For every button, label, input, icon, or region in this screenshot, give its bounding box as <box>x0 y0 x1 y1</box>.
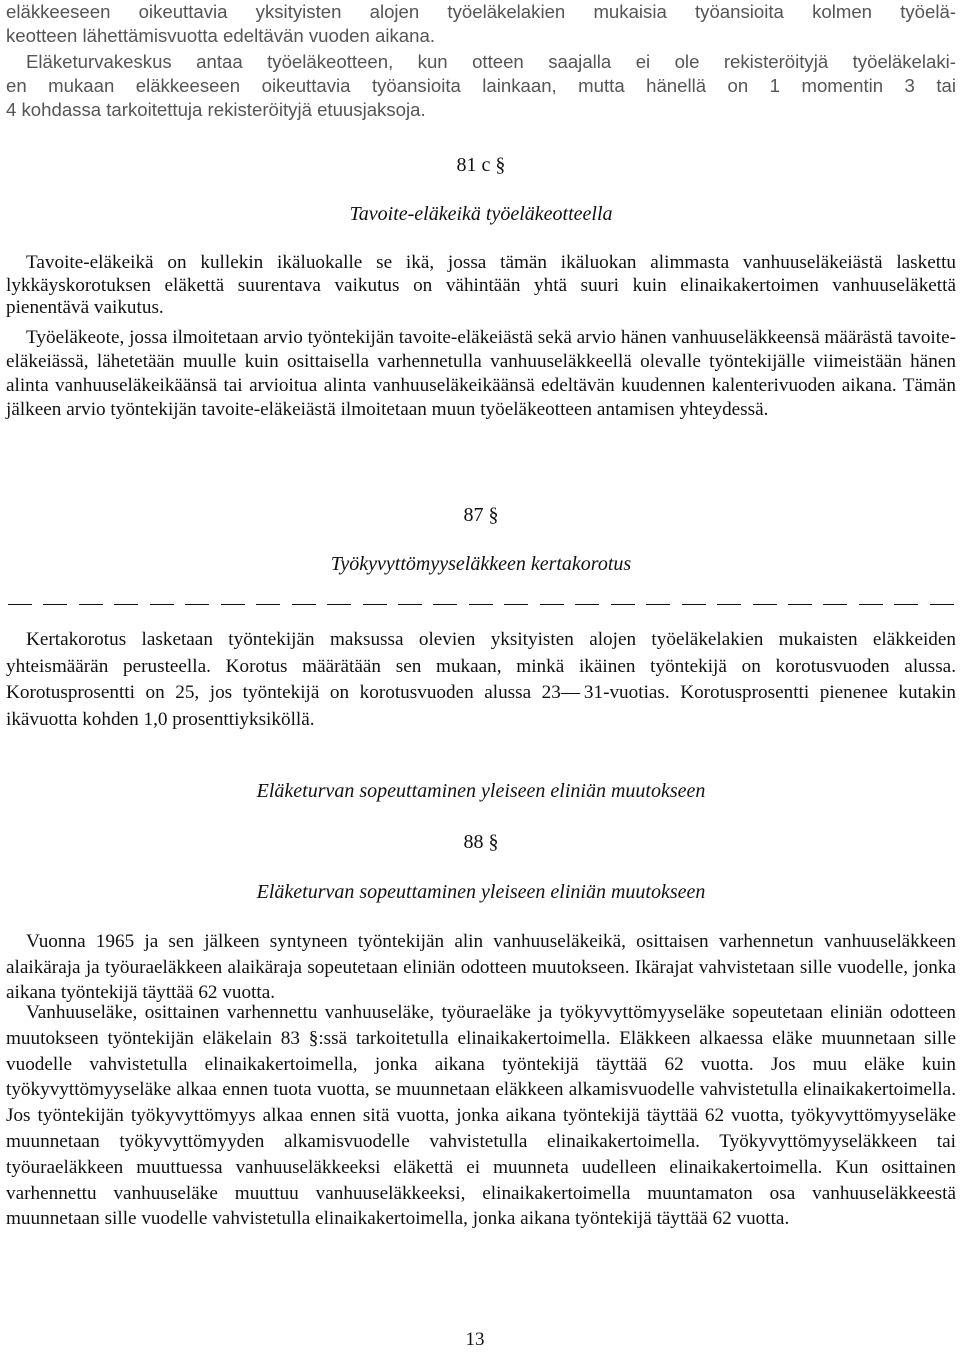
dash <box>150 604 174 605</box>
dash <box>575 604 599 605</box>
dash <box>43 604 67 605</box>
dash <box>327 604 351 605</box>
section-title: Työkyvyttömyyseläkkeen kertakorotus <box>330 553 632 575</box>
top-paragraph-2 <box>6 50 956 123</box>
dash <box>823 604 847 605</box>
chapter-heading: Eläketurvan sopeuttaminen yleiseen eliniän muutokseen <box>256 780 706 802</box>
dash <box>185 604 209 605</box>
paragraph: Tavoite-eläkeikä on kullekin ikäluokalle se ikä, jossa tämän ikäluokan alimmasta vanhuuseläkeiästä laskettu lykkäyskorotuksen eläkettä suurentava vaikutus on vähintään yhtä suuri kuin elinaikakertoimen vanhuuseläkettä pienentävä vaikutus. <box>6 252 956 319</box>
dash <box>292 604 316 605</box>
dash <box>114 604 138 605</box>
dash <box>504 604 528 605</box>
text-line: 4 kohdassa tarkoitettuja rekisteröityjä etuusjaksoja. <box>6 99 426 121</box>
dash <box>646 604 670 605</box>
dash <box>788 604 812 605</box>
paragraph: Työeläkeote, jossa ilmoitetaan arvio työntekijän tavoite-eläkeiästä sekä arvio hänen vanhuuseläkkeensä määrästä tavoite-eläkeiässä, lähetetään muulle kuin osittaisella varhennetulla vanhuuseläkkeellä olevalle työntekijälle viimeistään hänen alinta vanhuuseläkeikäänsä tai arvioitua alinta vanhuuseläkeikäänsä edeltävän kuudennen kalenterivuoden aikana. Tämän jälkeen arvio työntekijän tavoite-eläkeiästä ilmoitetaan muun työeläkeotteen antamisen yhteydessä. <box>6 327 956 420</box>
dash <box>433 604 457 605</box>
paragraph: Vuonna 1965 ja sen jälkeen syntyneen työntekijän alin vanhuuseläkeikä, osittaisen varhennetun vanhuuseläkkeen alaikäraja ja työuraeläkkeen alaikäraja sopeutetaan eliniän odotteen muutokseen. Ikärajat vahvistetaan sille vuodelle, jonka aikana työntekijä täyttää 62 vuotta. <box>6 931 956 1003</box>
text-line: eläkkeeseen oikeuttavia yksityisten alojen työeläkelakien mukaisia työansioita kolmen työelä- <box>6 1 956 22</box>
text-line: Eläketurvakeskus antaa työeläkeotteen, kun otteen saajalla ei ole rekisteröityjä työeläkelaki- <box>26 51 956 72</box>
section-number: 81 c § <box>456 154 506 176</box>
dash <box>363 604 387 605</box>
dash <box>540 604 564 605</box>
dash <box>753 604 777 605</box>
dash <box>717 604 741 605</box>
top-paragraph-1 <box>6 0 956 48</box>
dash <box>859 604 883 605</box>
section-number: 88 § <box>463 831 499 853</box>
section-title: Eläketurvan sopeuttaminen yleiseen eliniän muutokseen <box>256 881 706 903</box>
dash <box>894 604 918 605</box>
dash <box>398 604 422 605</box>
dash <box>682 604 706 605</box>
dash <box>8 604 32 605</box>
dash <box>469 604 493 605</box>
dash <box>930 604 954 605</box>
dash <box>256 604 280 605</box>
text-line: keotteen lähettämisvuotta edeltävän vuoden aikana. <box>6 25 435 47</box>
deletion-dash-line <box>6 600 956 610</box>
section-title: Tavoite-eläkeikä työeläkeotteella <box>349 203 613 225</box>
text-line: en mukaan eläkkeeseen oikeuttavia työansioita lainkaan, mutta hänellä on 1 momentin 3 tai <box>6 75 956 97</box>
dash <box>221 604 245 605</box>
dash <box>79 604 103 605</box>
paragraph: Vanhuuseläke, osittainen varhennettu vanhuuseläke, työuraeläke ja työkyvyttömyyseläke sopeutetaan eliniän odotteen muutokseen työntekijän eläkelain 83 §:ssä tarkoitetulla elinaikakertoimella. Eläkkeen alkaessa eläke muunnetaan sille vuodelle vahvistetulla elinaikakertoimella, jonka aikana työntekijä täyttää 62 vuotta. Jos muu eläke kuin työkyvyttömyyseläke alkaa ennen tuota vuotta, se muunnetaan eläkkeen alkamisvuodelle vahvistetulla elinaikakertoimella. Jos työntekijän työkyvyttömyys alkaa ennen sitä vuotta, jonka aikana työntekijä täyttää 62 vuotta, työkyvyttömyyseläke muunnetaan työkyvyttömyyden alkamisvuodelle vahvistetulla elinaikakertoimella. Työkyvyttömyyseläkkeen tai työuraeläkkeen muuttuessa vanhuuseläkkeeksi eläkettä ei muunneta uudelleen elinaikakertoimella. Kun osittainen varhennettu vanhuuseläke muuttuu vanhuuseläkkeeksi, elinaikakertoimella muuntamaton osa vanhuuseläkkeestä muunnetaan sille vuodelle vahvistetulla elinaikakertoimella, jonka aikana työntekijä täyttää 62 vuotta. <box>6 1002 956 1230</box>
page-number: 13 <box>465 1329 485 1350</box>
dash <box>611 604 635 605</box>
section-number: 87 § <box>463 504 499 526</box>
paragraph: Kertakorotus lasketaan työntekijän maksussa olevien yksityisten alojen työeläkelakien mukaisten eläkkeiden yhteismäärän perusteella. Korotus määrätään sen mukaan, minkä ikäinen työntekijä on korotusvuoden alussa. Korotusprosentti on 25, jos työntekijä on korotusvuoden alussa 23— 31-vuotias. Korotusprosentti pienenee kutakin ikävuotta kohden 1,0 prosenttiyksiköllä. <box>6 629 956 730</box>
